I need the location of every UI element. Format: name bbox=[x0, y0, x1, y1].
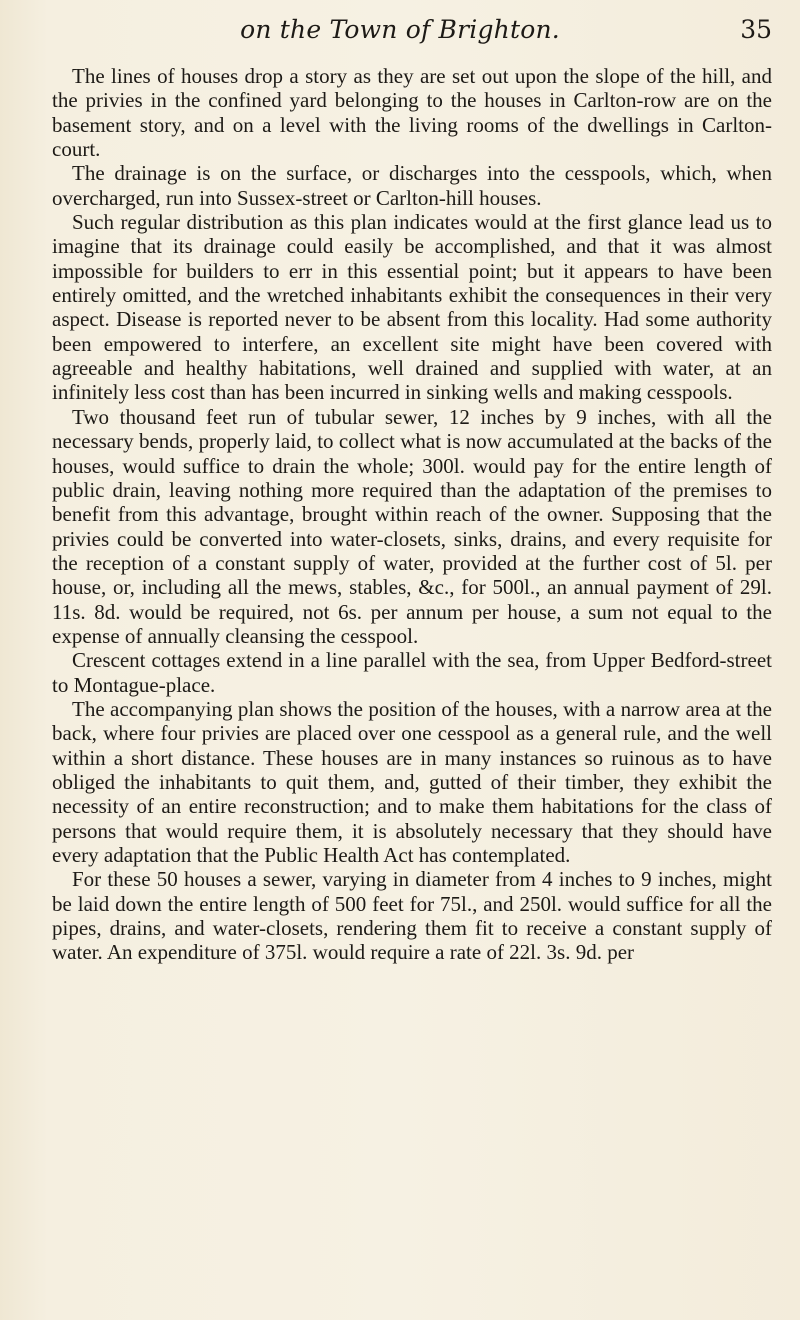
paragraph-drainage: The drainage is on the surface, or discharges into the cesspools, which, when overcharged, run into Sussex-street or Carlton-hill houses. bbox=[52, 161, 772, 210]
paragraph-crescent-cottages: Crescent cottages extend in a line parallel with the sea, from Upper Bedford-street to Montague-place. bbox=[52, 648, 772, 697]
page-header bbox=[0, 14, 800, 50]
body-text bbox=[52, 64, 772, 965]
page-number: 35 bbox=[740, 15, 772, 44]
paragraph-sewer-cost: Two thousand feet run of tubular sewer, 12 inches by 9 inches, with all the necessary bends, properly laid, to collect what is now accumulated at the backs of the houses, would suffice to drain the whole; 300l. would pay for the entire length of public drain, leaving nothing more required than the adaptation of the premises to benefit from this advantage, brought within reach of the owner. Supposing that the privies could be converted into water-closets, sinks, drains, and every requisite for the reception of a constant supply of water, provided at the further cost of 5l. per house, or, including all the mews, stables, &c., for 500l., an annual payment of 29l. 11s. 8d. would be required, not 6s. per annum per house, a sum not equal to the expense of annually cleansing the cesspool. bbox=[52, 404, 772, 648]
paragraph-fifty-houses: For these 50 houses a sewer, varying in diameter from 4 inches to 9 inches, might be laid down the entire length of 500 feet for 75l., and 250l. would suffice for all the pipes, drains, and water-closets, rendering them fit to receive a constant supply of water. An expenditure of 375l. would require a rate of 22l. 3s. 9d. per bbox=[52, 867, 772, 965]
running-title: on the Town of Brighton. bbox=[240, 15, 560, 44]
paragraph-carlton-row: The lines of houses drop a story as they are set out upon the slope of the hill, and the privies in the confined yard belonging to the houses in Carlton-row are on the basement story, and on a level with the living rooms of the dwellings in Carlton-court. bbox=[52, 64, 772, 162]
paragraph-accompanying-plan: The accompanying plan shows the position of the houses, with a narrow area at the back, where four privies are placed over one cesspool as a general rule, and the well within a short distance. These houses are in many instances so ruinous as to have obliged the inhabitants to quit them, and, gutted of their timber, they exhibit the necessity of an entire reconstruction; and to make them habitations for the class of persons that would require them, it is absolutely necessary that they should have every adaptation that the Public Health Act has contemplated. bbox=[52, 696, 772, 867]
paragraph-distribution: Such regular distribution as this plan indicates would at the first glance lead us to imagine that its drainage could easily be accomplished, and that it was almost impossible for builders to err in this essential point; but it appears to have been entirely omitted, and the wretched inhabitants exhibit the consequences in their very aspect. Disease is reported never to be absent from this locality. Had some authority been empowered to interfere, an excellent site might have been covered with agreeable and healthy habitations, well drained and supplied with water, at an infinitely less cost than has been incurred in sinking wells and making cesspools. bbox=[52, 210, 772, 405]
